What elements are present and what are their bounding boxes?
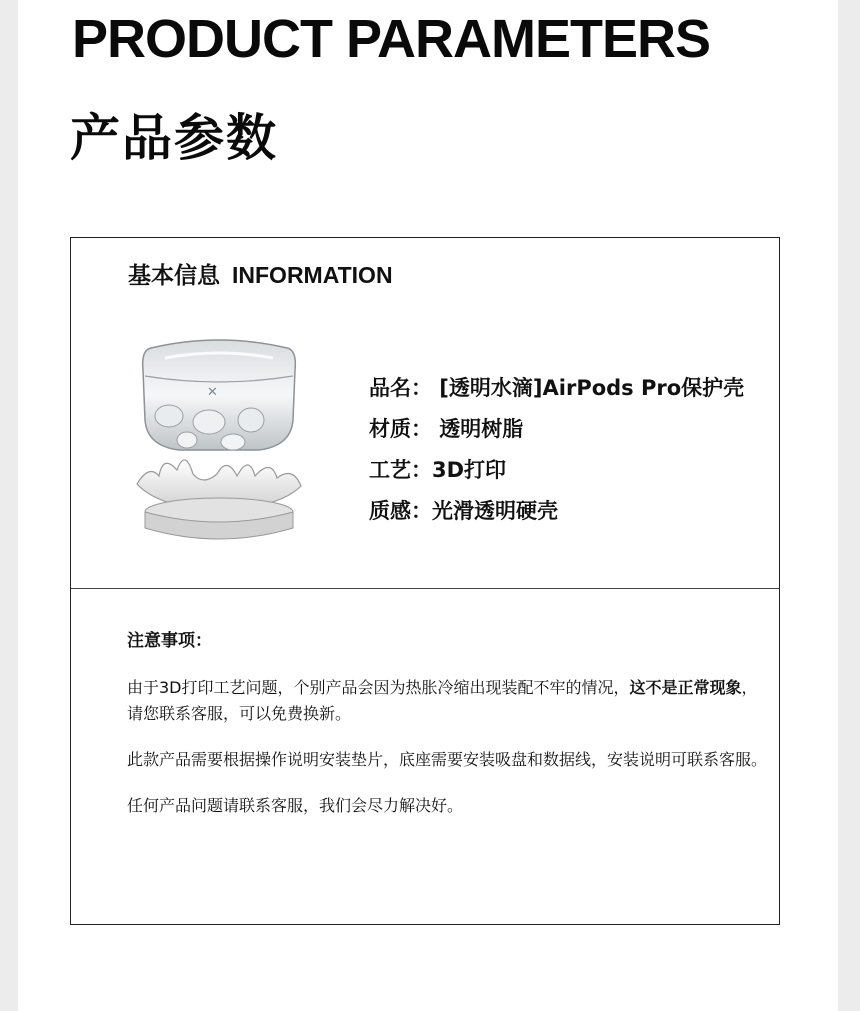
page-title-en: PRODUCT PARAMETERS [72, 9, 711, 69]
spec-value: 3D打印 [432, 458, 507, 482]
page-title-cn: 产品参数 [70, 109, 278, 167]
spec-value: [透明水滴]AirPods Pro保护壳 [432, 376, 745, 400]
spec-list [369, 368, 744, 532]
spec-row-name [369, 368, 744, 409]
spec-value: 透明树脂 [432, 417, 524, 441]
notice-p1-tail: ，请您联系客服，可以免费换新。 [127, 678, 758, 723]
notice-paragraph-2: 此款产品需要根据操作说明安装垫片，底座需要安装吸盘和数据线，安装说明可联系客服。 [127, 750, 768, 769]
spec-label: 品名： [369, 376, 432, 400]
parameters-card [70, 237, 780, 925]
spec-label: 材质： [369, 417, 432, 441]
spec-value: 光滑透明硬壳 [432, 499, 558, 523]
spec-row-process [369, 450, 744, 491]
notice-title: 注意事项： [127, 631, 212, 651]
page [18, 0, 838, 1011]
info-heading-cn: 基本信息 [128, 263, 220, 289]
svg-text:✕: ✕ [207, 385, 218, 400]
card-divider [71, 588, 779, 589]
notice-paragraph-1 [127, 675, 767, 727]
spec-label: 工艺： [369, 458, 432, 482]
info-heading-en: INFORMATION [232, 262, 393, 288]
notice-p1-bold: 这不是正常现象 [629, 678, 742, 697]
spec-row-texture [369, 491, 744, 532]
notice-p1-text: 由于3D打印工艺问题，个别产品会因为热胀冷缩出现装配不牢的情况， [127, 678, 630, 697]
notice-paragraph-3: 任何产品问题请联系客服，我们会尽力解决好。 [127, 796, 464, 815]
spec-label: 质感： [369, 499, 432, 523]
earbud-case-on-splash-stand-illustration [129, 336, 309, 546]
spec-row-material [369, 409, 744, 450]
info-heading [128, 257, 393, 290]
notice-section [127, 626, 767, 839]
